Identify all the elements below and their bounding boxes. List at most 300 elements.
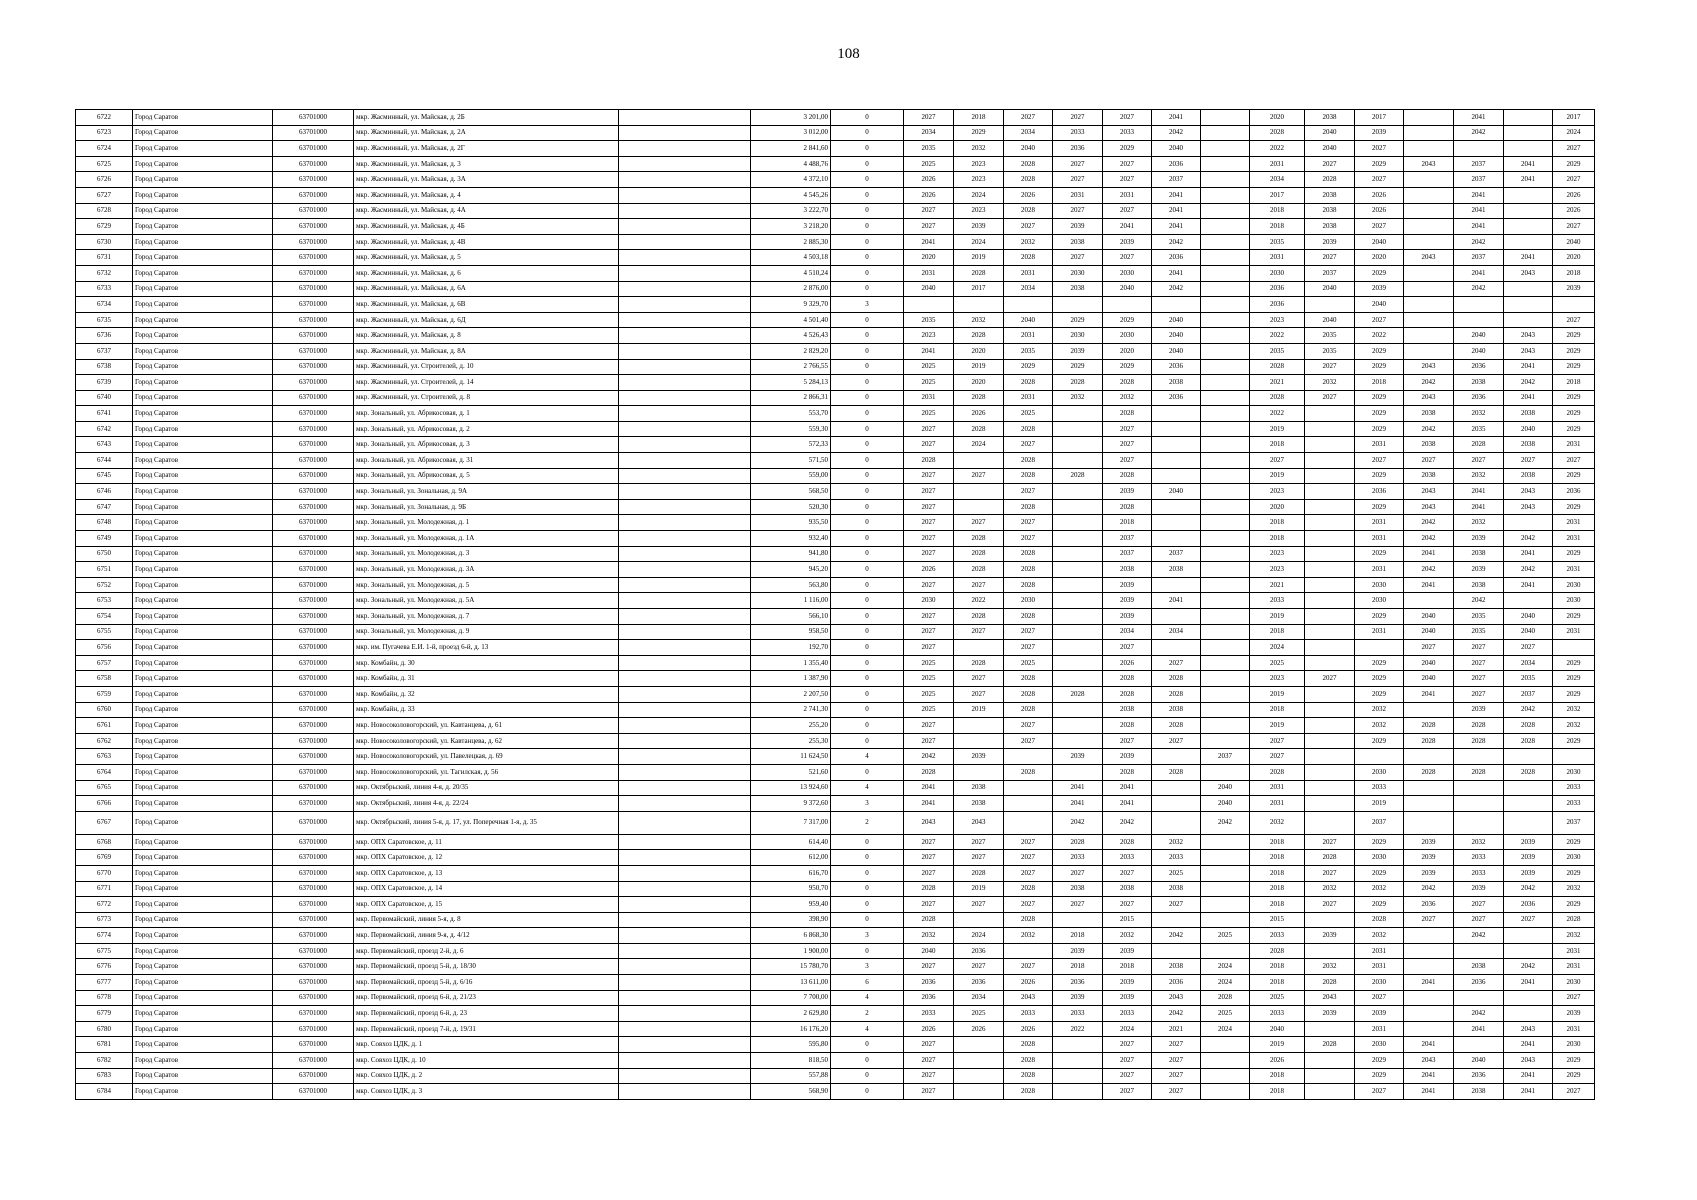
year-cell: 2024 <box>1201 959 1250 975</box>
year-cell: 2029 <box>1103 141 1152 157</box>
area-cell: 13 611,00 <box>751 975 831 991</box>
address-cell: мкр. Октябрьский, линия 4-я, д. 22/24 <box>354 796 619 812</box>
municipality-cell: Город Саратов <box>133 359 273 375</box>
year-cell <box>1404 281 1454 297</box>
year-cell: 2041 <box>904 780 954 796</box>
year-cell: 2030 <box>1053 265 1103 281</box>
year-cell: 2025 <box>904 375 954 391</box>
table-row <box>76 250 1595 266</box>
year-cell: 2043 <box>1504 1021 1553 1037</box>
year-cell: 2039 <box>1053 990 1103 1006</box>
year-cell: 2043 <box>1404 499 1454 515</box>
category-cell: 0 <box>831 1068 904 1084</box>
year-cell: 2027 <box>904 1084 954 1100</box>
spacer-cell <box>619 624 751 640</box>
category-cell: 0 <box>831 468 904 484</box>
year-cell: 2041 <box>1504 975 1553 991</box>
year-cell <box>1004 943 1053 959</box>
row-number-cell: 6729 <box>76 219 133 235</box>
area-cell: 1 900,00 <box>751 943 831 959</box>
year-cell: 2018 <box>1355 375 1404 391</box>
year-cell <box>1404 312 1454 328</box>
year-cell: 2024 <box>954 187 1004 203</box>
table-row <box>76 975 1595 991</box>
row-number-cell: 6774 <box>76 928 133 944</box>
year-cell <box>1305 1021 1355 1037</box>
year-cell: 2028 <box>1103 499 1152 515</box>
year-cell: 2041 <box>904 796 954 812</box>
year-cell: 2038 <box>954 796 1004 812</box>
year-cell: 2018 <box>1250 959 1305 975</box>
year-cell: 2041 <box>1103 780 1152 796</box>
year-cell: 2021 <box>1152 1021 1201 1037</box>
year-cell: 2043 <box>1404 250 1454 266</box>
area-cell: 958,50 <box>751 624 831 640</box>
area-cell: 3 201,00 <box>751 110 831 126</box>
spacer-cell <box>619 203 751 219</box>
address-cell: мкр. ОПХ Саратовское, д. 11 <box>354 834 619 850</box>
oktmo-code-cell: 63701000 <box>273 1037 354 1053</box>
year-cell <box>1152 515 1201 531</box>
year-cell <box>1053 577 1103 593</box>
address-cell: мкр. Совхоз ЦДК, д. 2 <box>354 1068 619 1084</box>
year-cell: 2029 <box>1355 359 1404 375</box>
year-cell: 2028 <box>1004 250 1053 266</box>
year-cell: 2038 <box>1454 1084 1504 1100</box>
oktmo-code-cell: 63701000 <box>273 328 354 344</box>
year-cell: 2040 <box>1454 1053 1504 1069</box>
year-cell <box>1305 437 1355 453</box>
year-cell: 2023 <box>904 328 954 344</box>
row-number-cell: 6766 <box>76 796 133 812</box>
oktmo-code-cell: 63701000 <box>273 406 354 422</box>
year-cell: 2043 <box>1404 390 1454 406</box>
category-cell: 0 <box>831 343 904 359</box>
year-cell: 2028 <box>1250 764 1305 780</box>
year-cell: 2027 <box>904 1053 954 1069</box>
year-cell <box>1504 928 1553 944</box>
address-cell: мкр. Жасминный, ул. Майская, д. 4Б <box>354 219 619 235</box>
year-cell: 2039 <box>1454 702 1504 718</box>
year-cell: 2036 <box>1152 975 1201 991</box>
year-cell <box>1201 156 1250 172</box>
municipality-cell: Город Саратов <box>133 125 273 141</box>
row-number-cell: 6770 <box>76 865 133 881</box>
year-cell: 2043 <box>1504 499 1553 515</box>
year-cell: 2032 <box>1355 881 1404 897</box>
area-cell: 2 207,50 <box>751 686 831 702</box>
year-cell <box>1053 531 1103 547</box>
row-number-cell: 6768 <box>76 834 133 850</box>
year-cell: 2027 <box>1404 912 1454 928</box>
oktmo-code-cell: 63701000 <box>273 850 354 866</box>
year-cell: 2029 <box>1355 671 1404 687</box>
year-cell: 2028 <box>1355 912 1404 928</box>
year-cell: 2031 <box>1553 1021 1595 1037</box>
table-row <box>76 1053 1595 1069</box>
address-cell: мкр. Октябрьский, линия 5-я, д. 17, ул. Поперечная 1-я, д. 35 <box>354 811 619 834</box>
year-cell: 2020 <box>1250 110 1305 126</box>
municipality-cell: Город Саратов <box>133 484 273 500</box>
year-cell: 2023 <box>954 156 1004 172</box>
year-cell: 2028 <box>1103 468 1152 484</box>
oktmo-code-cell: 63701000 <box>273 203 354 219</box>
oktmo-code-cell: 63701000 <box>273 733 354 749</box>
year-cell <box>904 297 954 313</box>
year-cell: 2027 <box>1053 156 1103 172</box>
municipality-cell: Город Саратов <box>133 796 273 812</box>
year-cell <box>1454 1037 1504 1053</box>
year-cell: 2029 <box>1103 312 1152 328</box>
category-cell: 3 <box>831 297 904 313</box>
year-cell: 2027 <box>904 640 954 656</box>
spacer-cell <box>619 593 751 609</box>
address-cell: мкр. им. Пугачева Е.И. 1-й, проезд 6-й, д. 13 <box>354 640 619 656</box>
row-number-cell: 6749 <box>76 531 133 547</box>
year-cell <box>1004 780 1053 796</box>
area-cell: 192,70 <box>751 640 831 656</box>
year-cell: 2040 <box>1103 281 1152 297</box>
year-cell: 2019 <box>1355 796 1404 812</box>
municipality-cell: Город Саратов <box>133 375 273 391</box>
area-cell: 11 624,50 <box>751 749 831 765</box>
year-cell <box>1404 234 1454 250</box>
year-cell: 2027 <box>1004 718 1053 734</box>
category-cell: 0 <box>831 624 904 640</box>
row-number-cell: 6773 <box>76 912 133 928</box>
year-cell: 2027 <box>1103 437 1152 453</box>
row-number-cell: 6724 <box>76 141 133 157</box>
row-number-cell: 6755 <box>76 624 133 640</box>
year-cell: 2027 <box>1004 484 1053 500</box>
spacer-cell <box>619 811 751 834</box>
oktmo-code-cell: 63701000 <box>273 749 354 765</box>
year-cell: 2042 <box>1504 702 1553 718</box>
year-cell <box>1305 624 1355 640</box>
year-cell <box>1305 749 1355 765</box>
year-cell <box>1053 297 1103 313</box>
category-cell: 0 <box>831 718 904 734</box>
year-cell <box>1201 1037 1250 1053</box>
municipality-cell: Город Саратов <box>133 655 273 671</box>
year-cell: 2038 <box>1305 110 1355 126</box>
area-cell: 557,88 <box>751 1068 831 1084</box>
oktmo-code-cell: 63701000 <box>273 959 354 975</box>
year-cell: 2031 <box>1355 943 1404 959</box>
year-cell <box>1053 437 1103 453</box>
address-cell: мкр. Совхоз ЦДК, д. 10 <box>354 1053 619 1069</box>
address-cell: мкр. Жасминный, ул. Майская, д. 8А <box>354 343 619 359</box>
row-number-cell: 6762 <box>76 733 133 749</box>
municipality-cell: Город Саратов <box>133 312 273 328</box>
address-cell: мкр. Жасминный, ул. Строителей, д. 14 <box>354 375 619 391</box>
year-cell: 2032 <box>1553 702 1595 718</box>
year-cell <box>1053 562 1103 578</box>
year-cell: 2039 <box>1504 865 1553 881</box>
year-cell: 2043 <box>1504 328 1553 344</box>
year-cell: 2031 <box>1355 515 1404 531</box>
year-cell: 2028 <box>1201 990 1250 1006</box>
table-row <box>76 1021 1595 1037</box>
year-cell <box>1454 780 1504 796</box>
year-cell: 2039 <box>1103 234 1152 250</box>
area-cell: 818,50 <box>751 1053 831 1069</box>
year-cell: 2029 <box>1553 359 1595 375</box>
year-cell: 2035 <box>904 141 954 157</box>
table-row <box>76 203 1595 219</box>
year-cell: 2040 <box>1355 297 1404 313</box>
year-cell: 2028 <box>1053 686 1103 702</box>
year-cell <box>1404 141 1454 157</box>
year-cell: 2041 <box>1053 780 1103 796</box>
year-cell: 2029 <box>1355 390 1404 406</box>
year-cell <box>1305 531 1355 547</box>
year-cell: 2027 <box>1004 219 1053 235</box>
year-cell: 2022 <box>1250 406 1305 422</box>
address-cell: мкр. Зональный, ул. Молодежная, д. 5А <box>354 593 619 609</box>
spacer-cell <box>619 733 751 749</box>
oktmo-code-cell: 63701000 <box>273 686 354 702</box>
table-row <box>76 421 1595 437</box>
address-cell: мкр. Зональный, ул. Зональная, д. 9Б <box>354 499 619 515</box>
year-cell: 2030 <box>1355 850 1404 866</box>
year-cell: 2027 <box>1004 897 1053 913</box>
year-cell <box>1053 593 1103 609</box>
year-cell: 2041 <box>1404 975 1454 991</box>
year-cell: 2024 <box>1103 1021 1152 1037</box>
table-row <box>76 281 1595 297</box>
category-cell: 0 <box>831 686 904 702</box>
year-cell: 2028 <box>1305 172 1355 188</box>
category-cell: 0 <box>831 1037 904 1053</box>
municipality-cell: Город Саратов <box>133 546 273 562</box>
year-cell: 2028 <box>1004 562 1053 578</box>
year-cell: 2027 <box>1152 1068 1201 1084</box>
year-cell: 2027 <box>1355 453 1404 469</box>
municipality-cell: Город Саратов <box>133 686 273 702</box>
oktmo-code-cell: 63701000 <box>273 881 354 897</box>
year-cell: 2029 <box>1553 421 1595 437</box>
year-cell: 2043 <box>1504 484 1553 500</box>
year-cell: 2029 <box>1355 834 1404 850</box>
year-cell: 2027 <box>904 531 954 547</box>
year-cell <box>1404 328 1454 344</box>
year-cell <box>1152 943 1201 959</box>
year-cell: 2036 <box>1250 297 1305 313</box>
row-number-cell: 6723 <box>76 125 133 141</box>
area-cell: 612,00 <box>751 850 831 866</box>
year-cell: 2023 <box>1250 671 1305 687</box>
year-cell: 2029 <box>1553 609 1595 625</box>
year-cell: 2028 <box>1053 834 1103 850</box>
year-cell: 2040 <box>1404 609 1454 625</box>
year-cell: 2027 <box>1053 172 1103 188</box>
year-cell <box>1404 343 1454 359</box>
year-cell: 2031 <box>1250 780 1305 796</box>
year-cell: 2027 <box>904 834 954 850</box>
table-row <box>76 881 1595 897</box>
year-cell: 2036 <box>1152 250 1201 266</box>
spacer-cell <box>619 990 751 1006</box>
year-cell: 2020 <box>1250 499 1305 515</box>
address-cell: мкр. Комбайн, д. 30 <box>354 655 619 671</box>
row-number-cell: 6731 <box>76 250 133 266</box>
municipality-cell: Город Саратов <box>133 234 273 250</box>
year-cell: 2042 <box>1454 281 1504 297</box>
year-cell <box>1004 811 1053 834</box>
year-cell: 2028 <box>904 881 954 897</box>
year-cell <box>1152 640 1201 656</box>
category-cell: 0 <box>831 702 904 718</box>
year-cell: 2021 <box>1250 577 1305 593</box>
year-cell: 2027 <box>1454 897 1504 913</box>
year-cell: 2032 <box>1454 515 1504 531</box>
table-row <box>76 834 1595 850</box>
year-cell: 2032 <box>1152 834 1201 850</box>
year-cell: 2031 <box>904 390 954 406</box>
year-cell: 2028 <box>1004 156 1053 172</box>
year-cell <box>1053 1053 1103 1069</box>
year-cell: 2039 <box>954 749 1004 765</box>
area-cell: 4 526,43 <box>751 328 831 344</box>
year-cell: 2033 <box>1053 1006 1103 1022</box>
row-number-cell: 6781 <box>76 1037 133 1053</box>
year-cell <box>1053 1084 1103 1100</box>
row-number-cell: 6727 <box>76 187 133 203</box>
oktmo-code-cell: 63701000 <box>273 1021 354 1037</box>
year-cell <box>1404 1021 1454 1037</box>
year-cell: 2029 <box>1553 390 1595 406</box>
row-number-cell: 6776 <box>76 959 133 975</box>
year-cell: 2042 <box>1404 421 1454 437</box>
year-cell: 2027 <box>1454 671 1504 687</box>
municipality-cell: Город Саратов <box>133 281 273 297</box>
category-cell: 0 <box>831 312 904 328</box>
row-number-cell: 6761 <box>76 718 133 734</box>
year-cell: 2025 <box>904 359 954 375</box>
year-cell: 2028 <box>1004 671 1053 687</box>
area-cell: 959,40 <box>751 897 831 913</box>
address-cell: мкр. Зональный, ул. Молодежная, д. 1А <box>354 531 619 547</box>
year-cell: 2041 <box>1504 577 1553 593</box>
year-cell: 2036 <box>1355 484 1404 500</box>
year-cell <box>1404 1006 1454 1022</box>
row-number-cell: 6765 <box>76 780 133 796</box>
year-cell: 2029 <box>1355 343 1404 359</box>
area-cell: 2 829,20 <box>751 343 831 359</box>
address-cell: мкр. Жасминный, ул. Майская, д. 2Б <box>354 110 619 126</box>
year-cell: 2027 <box>1553 141 1595 157</box>
year-cell: 2028 <box>1454 733 1504 749</box>
category-cell: 0 <box>831 850 904 866</box>
municipality-cell: Город Саратов <box>133 749 273 765</box>
year-cell: 2038 <box>1053 234 1103 250</box>
category-cell: 3 <box>831 959 904 975</box>
year-cell: 2027 <box>1103 865 1152 881</box>
oktmo-code-cell: 63701000 <box>273 928 354 944</box>
category-cell: 0 <box>831 499 904 515</box>
year-cell: 2028 <box>904 453 954 469</box>
year-cell: 2035 <box>1250 343 1305 359</box>
year-cell: 2022 <box>1250 328 1305 344</box>
year-cell: 2029 <box>1355 733 1404 749</box>
spacer-cell <box>619 343 751 359</box>
year-cell <box>1053 640 1103 656</box>
oktmo-code-cell: 63701000 <box>273 375 354 391</box>
year-cell: 2032 <box>1103 390 1152 406</box>
year-cell: 2027 <box>904 484 954 500</box>
table-row <box>76 1006 1595 1022</box>
spacer-cell <box>619 562 751 578</box>
year-cell: 2039 <box>1103 593 1152 609</box>
year-cell <box>1305 718 1355 734</box>
year-cell: 2027 <box>1454 912 1504 928</box>
area-cell: 935,50 <box>751 515 831 531</box>
oktmo-code-cell: 63701000 <box>273 702 354 718</box>
year-cell: 2029 <box>1355 421 1404 437</box>
year-cell <box>1305 546 1355 562</box>
year-cell: 2025 <box>1201 1006 1250 1022</box>
spacer-cell <box>619 796 751 812</box>
year-cell <box>1201 437 1250 453</box>
year-cell: 2041 <box>1454 219 1504 235</box>
row-number-cell: 6741 <box>76 406 133 422</box>
year-cell: 2030 <box>1355 764 1404 780</box>
year-cell: 2030 <box>1250 265 1305 281</box>
category-cell: 0 <box>831 609 904 625</box>
year-cell <box>1305 1053 1355 1069</box>
year-cell: 2027 <box>1305 671 1355 687</box>
row-number-cell: 6767 <box>76 811 133 834</box>
year-cell: 2027 <box>1152 1053 1201 1069</box>
year-cell: 2027 <box>1152 733 1201 749</box>
category-cell: 3 <box>831 796 904 812</box>
year-cell <box>1454 796 1504 812</box>
year-cell: 2028 <box>1004 577 1053 593</box>
year-cell: 2027 <box>1103 1053 1152 1069</box>
oktmo-code-cell: 63701000 <box>273 437 354 453</box>
year-cell <box>1201 733 1250 749</box>
oktmo-code-cell: 63701000 <box>273 764 354 780</box>
year-cell: 2041 <box>1404 1037 1454 1053</box>
year-cell: 2035 <box>1504 671 1553 687</box>
table-row <box>76 125 1595 141</box>
category-cell: 0 <box>831 546 904 562</box>
address-cell: мкр. Первомайский, проезд 2-й, д. 6 <box>354 943 619 959</box>
oktmo-code-cell: 63701000 <box>273 718 354 734</box>
year-cell <box>1305 702 1355 718</box>
year-cell: 2030 <box>1355 577 1404 593</box>
year-cell: 2025 <box>1152 865 1201 881</box>
municipality-cell: Город Саратов <box>133 1053 273 1069</box>
year-cell: 2028 <box>954 265 1004 281</box>
year-cell: 2033 <box>1250 593 1305 609</box>
year-cell: 2027 <box>1355 141 1404 157</box>
spacer-cell <box>619 1068 751 1084</box>
year-cell: 2022 <box>1355 328 1404 344</box>
municipality-cell: Город Саратов <box>133 928 273 944</box>
year-cell: 2026 <box>1355 187 1404 203</box>
year-cell: 2027 <box>904 865 954 881</box>
year-cell: 2026 <box>1553 203 1595 219</box>
row-number-cell: 6728 <box>76 203 133 219</box>
year-cell: 2041 <box>1454 187 1504 203</box>
year-cell: 2034 <box>1152 624 1201 640</box>
year-cell: 2027 <box>1504 912 1553 928</box>
spacer-cell <box>619 975 751 991</box>
year-cell <box>1504 990 1553 1006</box>
address-cell: мкр. Первомайский, линия 9-я, д. 4/12 <box>354 928 619 944</box>
